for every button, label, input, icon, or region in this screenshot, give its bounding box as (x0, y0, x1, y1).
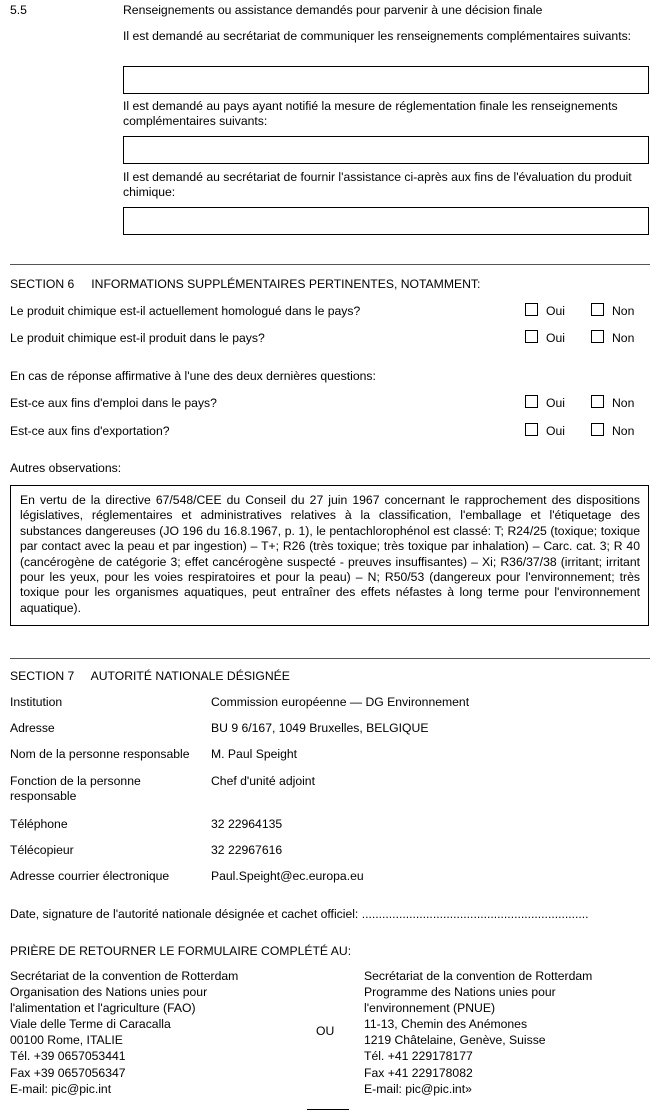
observations-text: En vertu de la directive 67/548/CEE du Conseil du 27 juin 1967 concernant le rapprochement des dispositions législatives, réglementaires et administratives relatives à la classification, l'emballage et l'étiquetage des substances dangereuses (JO 196 du 16.8.1967, p. 1), le pentachlorophénol est classé: T; R24/25 (toxique; toxique par contact avec la peau et par ingestion) – T+; R26 (très toxique; très toxique par inhalation) – Carc. cat. 3; R 40 (cancérogène de catégorie 3; effet cancérogène suspecté - preuves insuffisantes) – Xi; R36/37/38 (irritant; irritant pour les yeux, pour les voies respiratoires et pour la peau) – N; R50/53 (dangereux pour l'environnement; très toxique pour les organismes aquatiques, peut entraîner des effets néfastes à long terme pour l'environnement aquatique). (20, 493, 640, 615)
address-line: E-mail: pic@pic.int (10, 1081, 112, 1096)
field-label-fax: Télécopieur (10, 843, 74, 857)
field-value-fax: 32 22967616 (211, 843, 283, 857)
answer-box-secretariat-info[interactable] (123, 66, 649, 94)
question-produced: Le produit chimique est-il produit dans le pays? (10, 331, 265, 345)
address-line: Tél. +39 0657053441 (10, 1049, 126, 1064)
field-label-institution: Institution (10, 695, 63, 709)
registered-yes-checkbox[interactable] (525, 303, 538, 316)
address-line: Tél. +41 229178177 (364, 1049, 473, 1064)
yes-label: Oui (546, 424, 565, 438)
field-value-address: BU 9 6/167, 1049 Bruxelles, BELGIQUE (211, 721, 429, 735)
address-line: Secrétariat de la convention de Rotterdam (10, 969, 239, 983)
field-value-phone: 32 22964135 (211, 817, 283, 831)
field-label-phone: Téléphone (10, 817, 68, 831)
address-line: 00100 Rome, ITALIE (10, 1033, 123, 1048)
section-7-heading: SECTION 7 AUTORITÉ NATIONALE DÉSIGNÉE (10, 669, 290, 683)
address-line: 11-13, Chemin des Anémones (364, 1017, 528, 1032)
conditional-intro: En cas de réponse affirmative à l'une des deux dernières questions: (10, 369, 376, 383)
yes-label: Oui (546, 331, 565, 345)
answer-box-secretariat-assistance[interactable] (123, 207, 649, 235)
field-label-position: Fonction de la personne responsable (10, 774, 141, 804)
address-line: Programme des Nations unies pour (364, 985, 556, 1000)
field-value-email: Paul.Speight@ec.europa.eu (211, 869, 364, 883)
yes-label: Oui (546, 304, 565, 318)
export-no-checkbox[interactable] (591, 423, 604, 436)
address-line: Fax +39 0657056347 (10, 1065, 126, 1080)
section-6-heading: SECTION 6 INFORMATIONS SUPPLÉMENTAIRES PERTINENTES, NOTAMMENT: (10, 277, 481, 291)
export-yes-checkbox[interactable] (525, 423, 538, 436)
section-divider (10, 658, 650, 659)
no-label: Non (612, 424, 635, 438)
domestic-use-yes-checkbox[interactable] (525, 395, 538, 408)
no-label: Non (612, 396, 635, 410)
observations-box[interactable] (10, 485, 649, 626)
footnote-rule (307, 1109, 349, 1110)
no-label: Non (612, 304, 635, 318)
section-divider (10, 264, 650, 265)
address-line: Fax +41 229178082 (364, 1065, 473, 1080)
address-unep (364, 968, 644, 1097)
produced-no-checkbox[interactable] (591, 330, 604, 343)
domestic-use-no-checkbox[interactable] (591, 395, 604, 408)
address-line: 1219 Châtelaine, Genève, Suisse (364, 1033, 546, 1048)
address-line: l'environnement (PNUE) (364, 1001, 496, 1016)
question-registered: Le produit chimique est-il actuellement homologué dans le pays? (10, 304, 361, 318)
or-separator: OU (316, 1024, 335, 1038)
question-secretariat-assistance: Il est demandé au secrétariat de fournir l'assistance ci-après aux fins de l'évaluation du produit chimique: (123, 170, 632, 200)
question-secretariat-info: Il est demandé au secrétariat de communiquer les renseignements complémentaires suivants: (123, 29, 632, 43)
field-label-address: Adresse (10, 721, 55, 735)
address-line: Organisation des Nations unies pour (10, 985, 208, 1000)
address-line: Secrétariat de la convention de Rotterdam (364, 969, 593, 983)
no-label: Non (612, 331, 635, 345)
question-domestic-use: Est-ce aux fins d'emploi dans le pays? (10, 396, 217, 410)
field-label-email: Adresse courrier électronique (10, 869, 170, 883)
field-value-contact-name: M. Paul Speight (211, 747, 298, 761)
section-title: Renseignements ou assistance demandés pour parvenir à une décision finale (123, 3, 543, 17)
field-value-position: Chef d'unité adjoint (211, 774, 315, 788)
produced-yes-checkbox[interactable] (525, 330, 538, 343)
field-label-contact-name: Nom de la personne responsable (10, 747, 190, 761)
registered-no-checkbox[interactable] (591, 303, 604, 316)
answer-box-notifying-country[interactable] (123, 136, 649, 164)
address-fao (10, 968, 290, 1097)
address-line: l'alimentation et l'agriculture (FAO) (10, 1001, 196, 1016)
address-line: Viale delle Terme di Caracalla (10, 1017, 171, 1032)
observations-label: Autres observations: (10, 461, 122, 475)
question-notifying-country: Il est demandé au pays ayant notifié la mesure de réglementation finale les renseignements complémentaires suivants: (123, 99, 618, 129)
signature-line: Date, signature de l'autorité nationale désignée et cachet officiel: ................................................................... (10, 907, 589, 921)
question-export: Est-ce aux fins d'exportation? (10, 424, 170, 438)
field-value-institution: Commission européenne — DG Environnement (211, 695, 470, 709)
return-heading: PRIÈRE DE RETOURNER LE FORMULAIRE COMPLÉTÉ AU: (10, 944, 352, 958)
section-number: 5.5 (10, 3, 27, 17)
yes-label: Oui (546, 396, 565, 410)
address-line: E-mail: pic@pic.int» (364, 1081, 472, 1096)
